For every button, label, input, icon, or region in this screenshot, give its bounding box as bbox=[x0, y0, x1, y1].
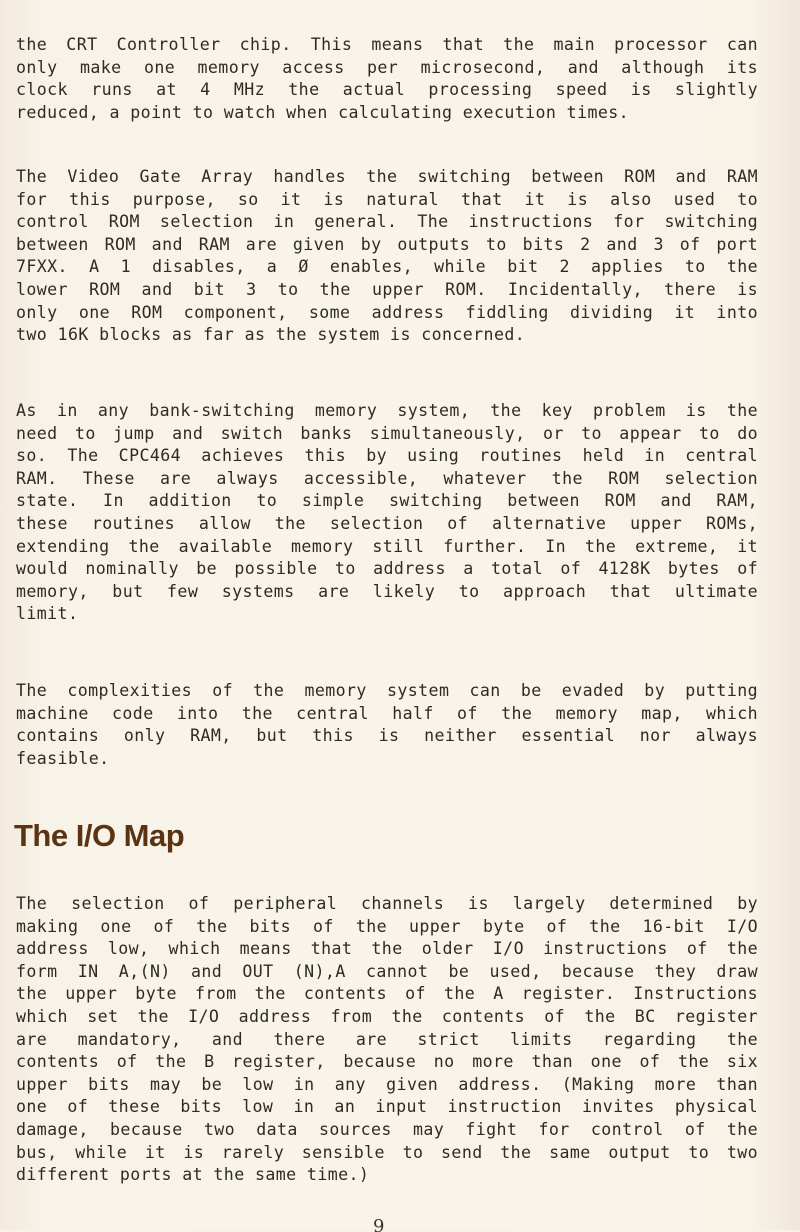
paragraph-crt-controller bbox=[16, 34, 758, 124]
text-line: The complexities of the memory system can be evaded by putting bbox=[16, 681, 758, 700]
text-line: the upper byte from the contents of the A register. Instructions bbox=[16, 984, 758, 1004]
paragraph-bank-switching bbox=[16, 400, 758, 626]
text-line: 7FXX. A 1 disables, a Ø enables, while bit 2 applies to the bbox=[16, 257, 758, 277]
text-line: extending the available memory still further. In the extreme, it bbox=[16, 536, 758, 556]
text-line: state. In addition to simple switching between ROM and RAM, bbox=[16, 491, 758, 511]
paragraph-peripheral-channels bbox=[16, 893, 758, 1187]
text-line: between ROM and RAM are given by outputs to bits 2 and 3 of port bbox=[16, 234, 758, 254]
text-line: which set the I/O address from the contents of the BC register bbox=[16, 1006, 758, 1026]
text-line: As in any bank-switching memory system, the key problem is the bbox=[16, 401, 758, 420]
text-line: control ROM selection in general. The instructions for switching bbox=[16, 212, 758, 232]
page-number: 9 bbox=[373, 1218, 385, 1232]
text-line: contents of the B register, because no more than one of the six bbox=[16, 1052, 758, 1072]
text-line: one of these bits low in an input instruction invites physical bbox=[16, 1097, 758, 1117]
text-line: memory, but few systems are likely to approach that ultimate bbox=[16, 581, 758, 601]
text-line: two 16K blocks as far as the system is concerned. bbox=[16, 325, 526, 345]
text-line: these routines allow the selection of alternative upper ROMs, bbox=[16, 513, 758, 533]
text-line: clock runs at 4 MHz the actual processing speed is slightly bbox=[16, 80, 758, 100]
text-line: machine code into the central half of the memory map, which bbox=[16, 703, 758, 723]
text-line: damage, because two data sources may fight for control of the bbox=[16, 1119, 758, 1139]
text-line: only make one memory access per microsecond, and although its bbox=[16, 57, 758, 77]
text-line: are mandatory, and there are strict limits regarding the bbox=[16, 1029, 758, 1049]
text-line: different ports at the same time.) bbox=[16, 1165, 370, 1185]
text-line: would nominally be possible to address a total of 4128K bytes of bbox=[16, 559, 758, 579]
text-line: need to jump and switch banks simultaneously, or to appear to do bbox=[16, 423, 758, 443]
text-line: making one of the bits of the upper byte of the 16-bit I/O bbox=[16, 916, 758, 936]
section-heading: The I/O Map bbox=[14, 818, 185, 853]
text-line: for this purpose, so it is natural that it is also used to bbox=[16, 189, 758, 209]
text-line: feasible. bbox=[16, 748, 110, 768]
text-line: the CRT Controller chip. This means that the main processor can bbox=[16, 35, 758, 54]
text-line: address low, which means that the older I/O instructions of the bbox=[16, 939, 758, 959]
text-line: RAM. These are always accessible, whatever the ROM selection bbox=[16, 468, 758, 488]
text-line: The Video Gate Array handles the switching between ROM and RAM bbox=[16, 167, 758, 186]
text-line: only one ROM component, some address fiddling dividing it into bbox=[16, 302, 758, 322]
text-line: The selection of peripheral channels is largely determined by bbox=[16, 894, 758, 913]
paragraph-memory-complexities bbox=[16, 680, 758, 770]
text-line: limit. bbox=[16, 604, 79, 624]
text-line: so. The CPC464 achieves this by using routines held in central bbox=[16, 446, 758, 466]
text-line: upper bits may be low in any given address. (Making more than bbox=[16, 1074, 758, 1094]
paragraph-video-gate-array bbox=[16, 166, 758, 347]
text-line: lower ROM and bit 3 to the upper ROM. Incidentally, there is bbox=[16, 279, 758, 299]
text-line: reduced, a point to watch when calculating execution times. bbox=[16, 102, 630, 122]
text-line: form IN A,(N) and OUT (N),A cannot be used, because they draw bbox=[16, 961, 758, 981]
text-line: bus, while it is rarely sensible to send the same output to two bbox=[16, 1142, 758, 1162]
text-line: contains only RAM, but this is neither essential nor always bbox=[16, 726, 758, 746]
